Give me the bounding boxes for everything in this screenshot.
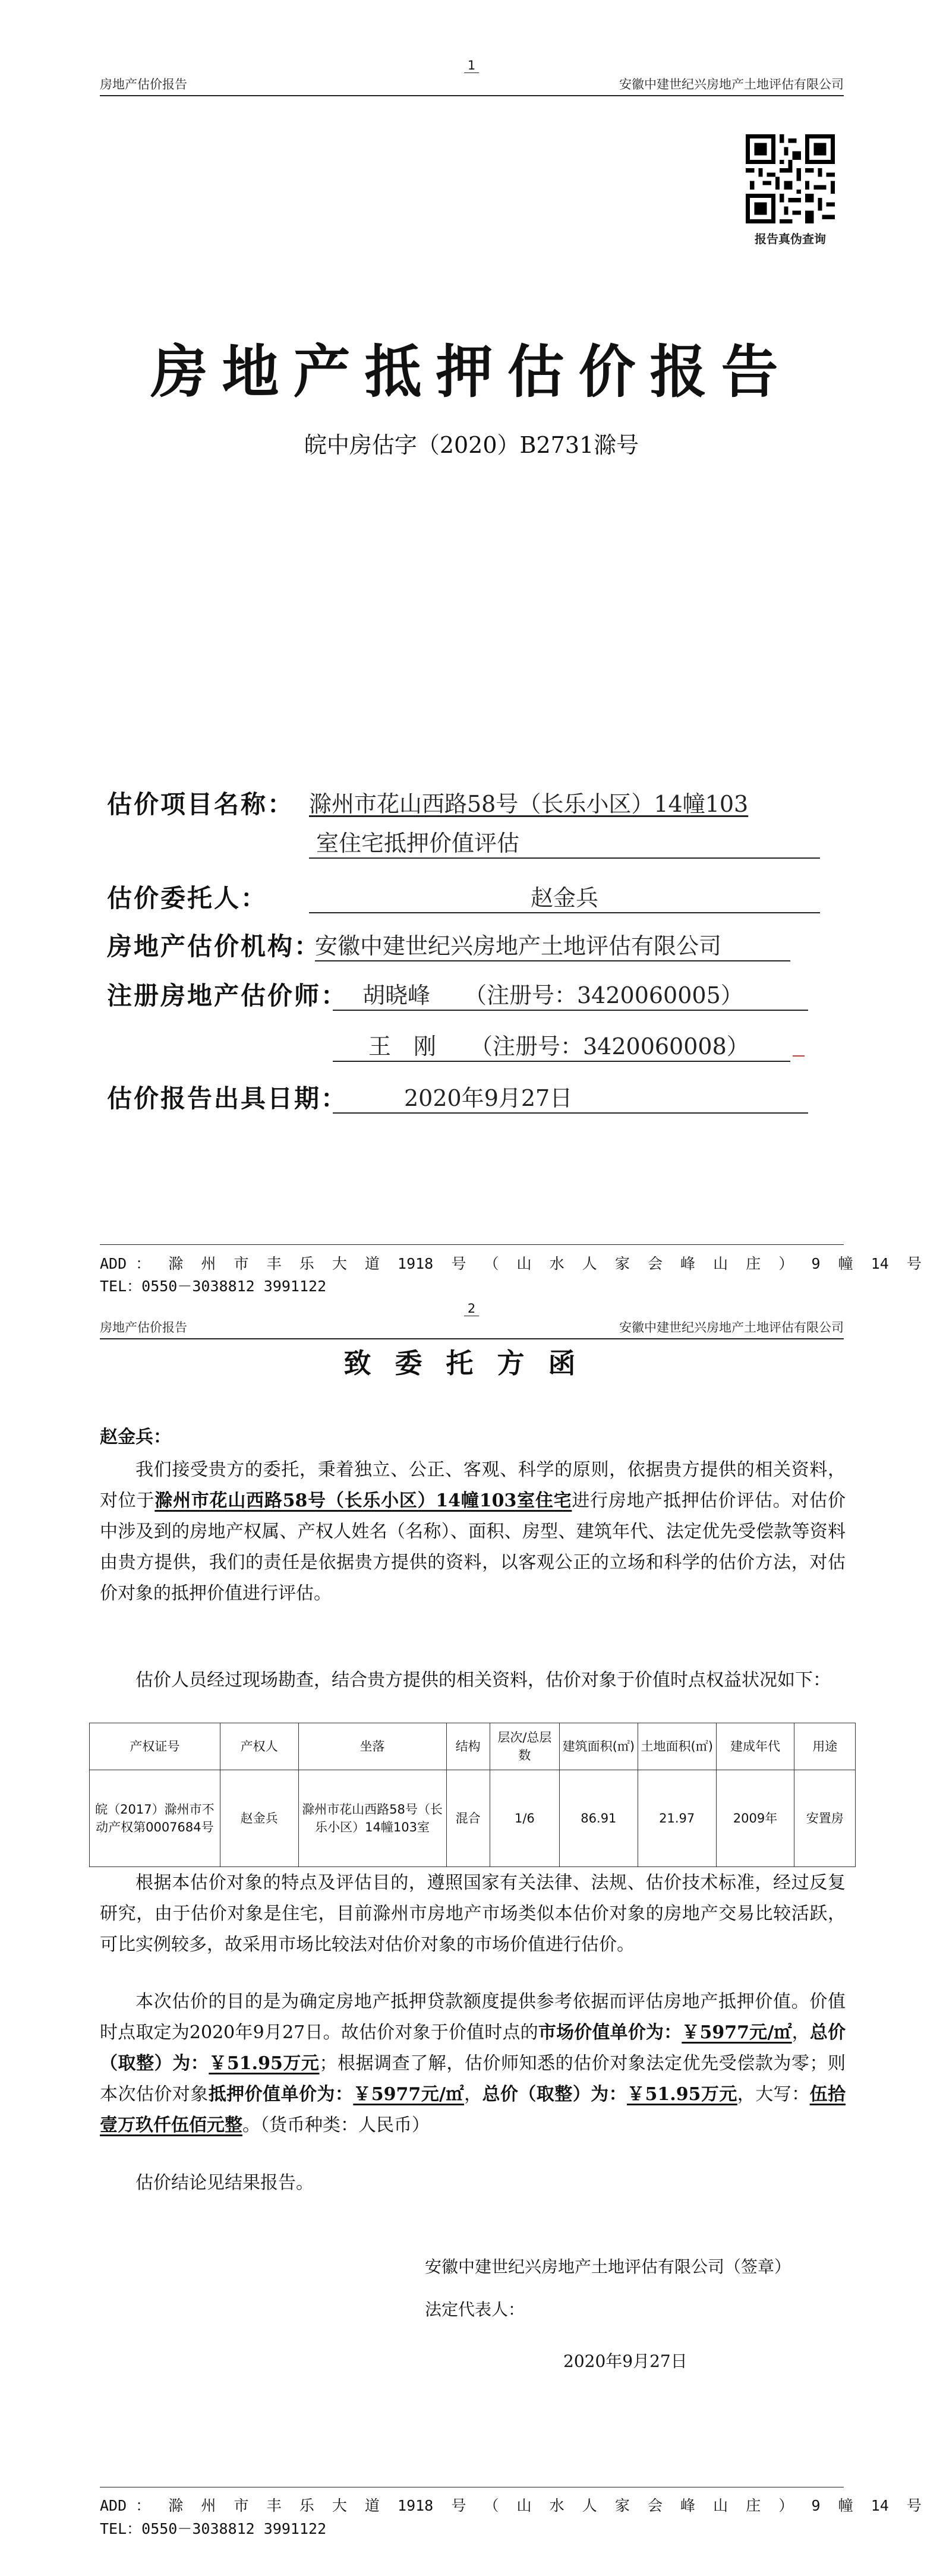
client-value: 赵金兵 — [309, 879, 820, 913]
table-cell: 21.97 — [638, 1770, 716, 1867]
report-date-label: 估价报告出具日期： — [107, 1084, 348, 1113]
page2-footer-tel: TEL：0550－3038812 3991122 — [100, 2520, 327, 2537]
paragraph-1: 我们接受贵方的委托，秉着独立、公正、客观、科学的原则，依据贵方提供的相关资料，对位于滁州市花山西路58号（长乐小区）14幢103室住宅进行房地产抵押估价评估。对估价中涉及到的房地产权属、产权人姓名（名称）、面积、房型、建筑年代、法定优先受偿款等资料由贵方提供，我们的责任是依据贵方提供的资料，以客观公正的立场和科学的估价方法，对估价对象的抵押价值进行评估。 — [100, 1459, 846, 1604]
table-header: 坐落 — [298, 1723, 446, 1770]
appraiser-2: 王 刚 （注册号：3420060008） — [333, 1028, 790, 1062]
table-cell: 2009年 — [716, 1770, 794, 1867]
table-header: 结构 — [446, 1723, 490, 1770]
appraiser-label: 注册房地产估价师： — [107, 981, 348, 1010]
page1-number: 1 — [440, 58, 503, 73]
table-header: 建筑面积(㎡) — [559, 1723, 638, 1770]
letter-title: 致委托方函 — [343, 1347, 600, 1379]
qr-code-icon[interactable] — [746, 134, 835, 223]
table-row — [90, 1770, 856, 1867]
document-number: 皖中房估字（2020）B2731滁号 — [304, 432, 639, 458]
report-title: 房地产抵押估价报告 — [150, 338, 793, 405]
page1-header-rule — [100, 95, 844, 96]
table-cell: 1/6 — [490, 1770, 559, 1867]
page1-header-left: 房地产估价报告 — [100, 77, 187, 92]
table-cell: 86.91 — [559, 1770, 638, 1867]
page2-header-right: 安徽中建世纪兴房地产土地评估有限公司 — [619, 1320, 844, 1335]
appraiser-1: 胡晓峰 （注册号：3420060005） — [333, 977, 808, 1011]
table-header: 土地面积(㎡) — [638, 1723, 716, 1770]
paragraph-3: 根据本估价对象的特点及评估目的，遵照国家有关法律、法规、估价技术标准，经过反复研究，由于估价对象是住宅，目前滁州市房地产市场类似本估价对象的房地产交易比较活跃，可比实例较多，故采用市场比较法对估价对象的市场价值进行估价。 — [100, 1872, 846, 1955]
table-header: 产权证号 — [90, 1723, 220, 1770]
page2-header-left: 房地产估价报告 — [100, 1320, 187, 1335]
paragraph-5: 估价结论见结果报告。 — [135, 2173, 314, 2193]
project-name-label: 估价项目名称： — [107, 790, 295, 819]
report-date-value: 2020年9月27日 — [333, 1080, 808, 1114]
table-cell: 安置房 — [794, 1770, 856, 1867]
table-header: 产权人 — [220, 1723, 298, 1770]
page1-footer-tel: TEL：0550－3038812 3991122 — [100, 1278, 327, 1295]
legal-representative: 法定代表人： — [425, 2300, 525, 2319]
qr-caption: 报告真伪查询 — [755, 232, 826, 246]
page2-footer-address: ADD ： 滁 州 市 丰 乐 大 道 1918 号 （ 山 水 人 家 会 峰 山 庄 ） 9 幢 14 号 — [100, 2497, 922, 2514]
page1-footer-address: ADD ： 滁 州 市 丰 乐 大 道 1918 号 （ 山 水 人 家 会 峰 山 庄 ） 9 幢 14 号 — [100, 1255, 922, 1272]
table-header: 建成年代 — [716, 1723, 794, 1770]
table-cell: 混合 — [446, 1770, 490, 1867]
company-signature: 安徽中建世纪兴房地产土地评估有限公司（签章） — [425, 2257, 791, 2277]
paragraph-4: 本次估价的目的是为确定房地产抵押贷款额度提供参考依据而评估房地产抵押价值。价值时点取定为2020年9月27日。故估价对象于价值时点的市场价值单价为：￥5977元/㎡，总价（取整）为：￥51.95万元；根据调查了解，估价师知悉的估价对象法定优先受偿款为零；则本次估价对象抵押价值单价为：￥5977元/㎡，总价（取整）为：￥51.95万元，大写：伍拾壹万玖仟伍佰元整。（货币种类：人民币） — [100, 1991, 846, 2136]
page2-number: 2 — [440, 1301, 503, 1316]
project-name-line2: 室住宅抵押价值评估 — [309, 825, 820, 859]
red-mark — [793, 1055, 805, 1057]
agency-value: 安徽中建世纪兴房地产土地评估有限公司 — [315, 928, 790, 961]
table-header-row — [90, 1723, 856, 1770]
agency-label: 房地产估价机构： — [107, 932, 321, 961]
table-cell: 滁州市花山西路58号（长乐小区）14幢103室 — [298, 1770, 446, 1867]
table-header: 层次/总层数 — [490, 1723, 559, 1770]
page1-header-right: 安徽中建世纪兴房地产土地评估有限公司 — [619, 77, 844, 92]
page1-footer-rule — [100, 1244, 844, 1245]
salutation: 赵金兵： — [100, 1427, 171, 1448]
table-cell: 赵金兵 — [220, 1770, 298, 1867]
paragraph-2: 估价人员经过现场勘查，结合贵方提供的相关资料，估价对象于价值时点权益状况如下： — [135, 1670, 831, 1691]
signature-date: 2020年9月27日 — [563, 2351, 687, 2371]
client-label: 估价委托人： — [107, 884, 268, 913]
table-cell: 皖（2017）滁州市不动产权第0007684号 — [90, 1770, 220, 1867]
property-info-table — [89, 1723, 856, 1867]
project-name-line1: 滁州市花山西路58号（长乐小区）14幢103 — [309, 791, 749, 817]
table-header: 用途 — [794, 1723, 856, 1770]
page2-header-rule — [100, 1338, 844, 1339]
